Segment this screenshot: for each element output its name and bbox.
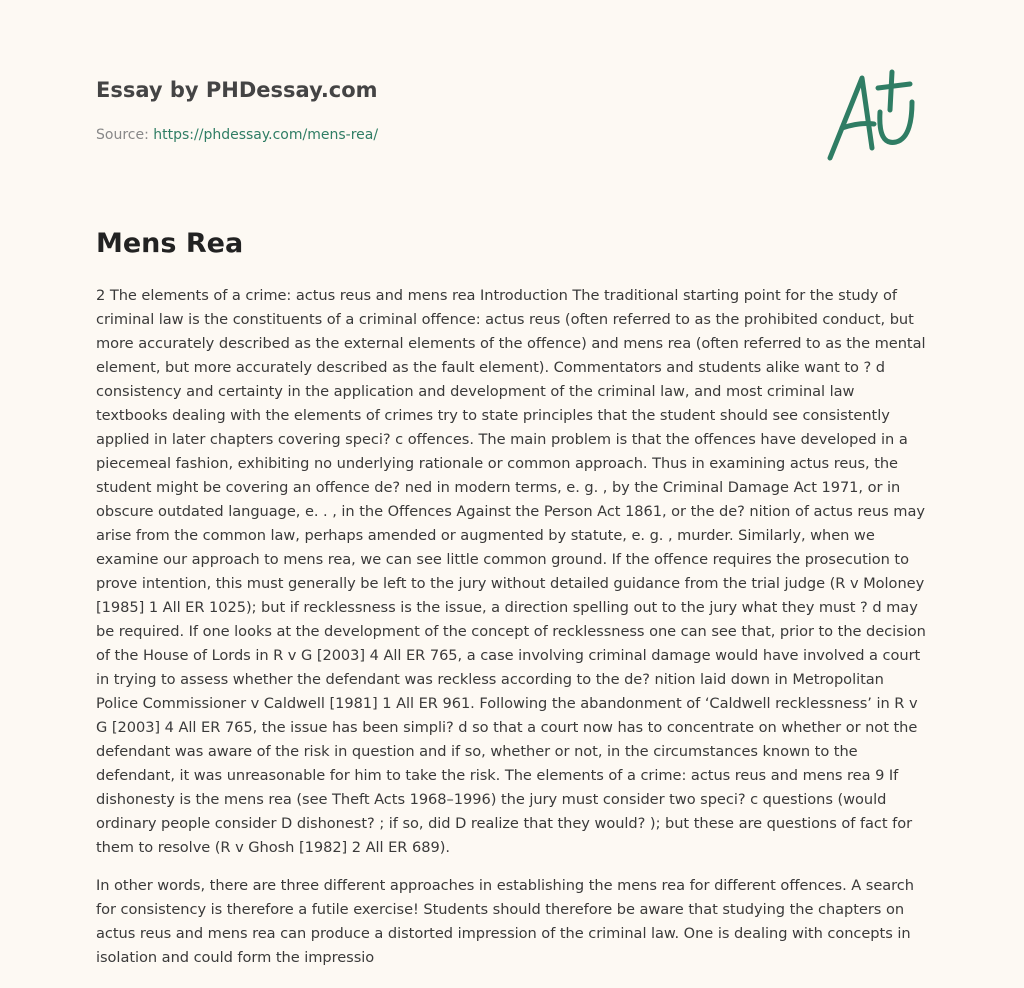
source-label: Source:: [96, 127, 149, 143]
source-line: [96, 125, 796, 145]
site-brand: Essay by PHDessay.com: [96, 78, 378, 102]
essay-paragraph: In other words, there are three different approaches in establishing the mens rea for different offences. A search for consistency is therefore a futile exercise! Students should therefore be aware that studying the chapters on actus reus and mens rea can produce a distorted impression of the criminal law. One is dealing with concepts in isolation and could form the impressio: [96, 877, 914, 966]
essay-paragraph: 2 The elements of a crime: actus reus and mens rea Introduction The traditional starting point for the study of criminal law is the constituents of a criminal offence: actus reus (often referred to as the prohibited conduct, but more accurately described as the external elements of the offence) and mens rea (often referred to as the mental element, but more accurately described as the fault element). Commentators and students alike want to ? d consistency and certainty in the application and development of the criminal law, and most criminal law textbooks dealing with the elements of crimes try to state principles that the student should see consistently applied in later chapters covering speci? c offences. The main problem is that the offences have developed in a piecemeal fashion, exhibiting no underlying rationale or common approach. Thus in examining actus reus, the student might be covering an offence de? ned in modern terms, e. g. , by the Criminal Damage Act 1971, or in obscure outdated language, e. . , in the Offences Against the Person Act 1861, or the de? nition of actus reus may arise from the common law, perhaps amended or augmented by statute, e. g. , murder. Similarly, when we examine our approach to mens rea, we can see little common ground. If the offence requires the prosecution to prove intention, this must generally be left to the jury without detailed guidance from the trial judge (R v Moloney [1985] 1 All ER 1025); but if recklessness is the issue, a direction spelling out to the jury what they must ? d may be required. If one looks at the development of the concept of recklessness one can see that, prior to the decision of the House of Lords in R v G [2003] 4 All ER 765, a case involving criminal damage would have involved a court in trying to assess whether the defendant was reckless according to the de? nition laid down in Metropolitan Police Commissioner v Caldwell [1981] 1 All ER 961. Following the abandonment of ‘Caldwell recklessness’ in R v G [2003] 4 All ER 765, the issue has been simpli? d so that a court now has to concentrate on whether or not the defendant was aware of the risk in question and if so, whether or not, in the circumstances known to the defendant, it was unreasonable for him to take the risk. The elements of a crime: actus reus and mens rea 9 If dishonesty is the mens rea (see Theft Acts 1968–1996) the jury must consider two speci? c questions (would ordinary people consider D dishonest? ; if so, did D realize that they would? ); but these are questions of fact for them to resolve (R v Ghosh [1982] 2 All ER 689).: [96, 287, 926, 856]
a-plus-logo-icon: [820, 64, 930, 164]
essay-header: [96, 76, 796, 145]
source-link[interactable]: https://phdessay.com/mens-rea/: [153, 127, 379, 143]
essay-title: Mens Rea: [96, 228, 244, 259]
essay-body: [96, 284, 930, 984]
